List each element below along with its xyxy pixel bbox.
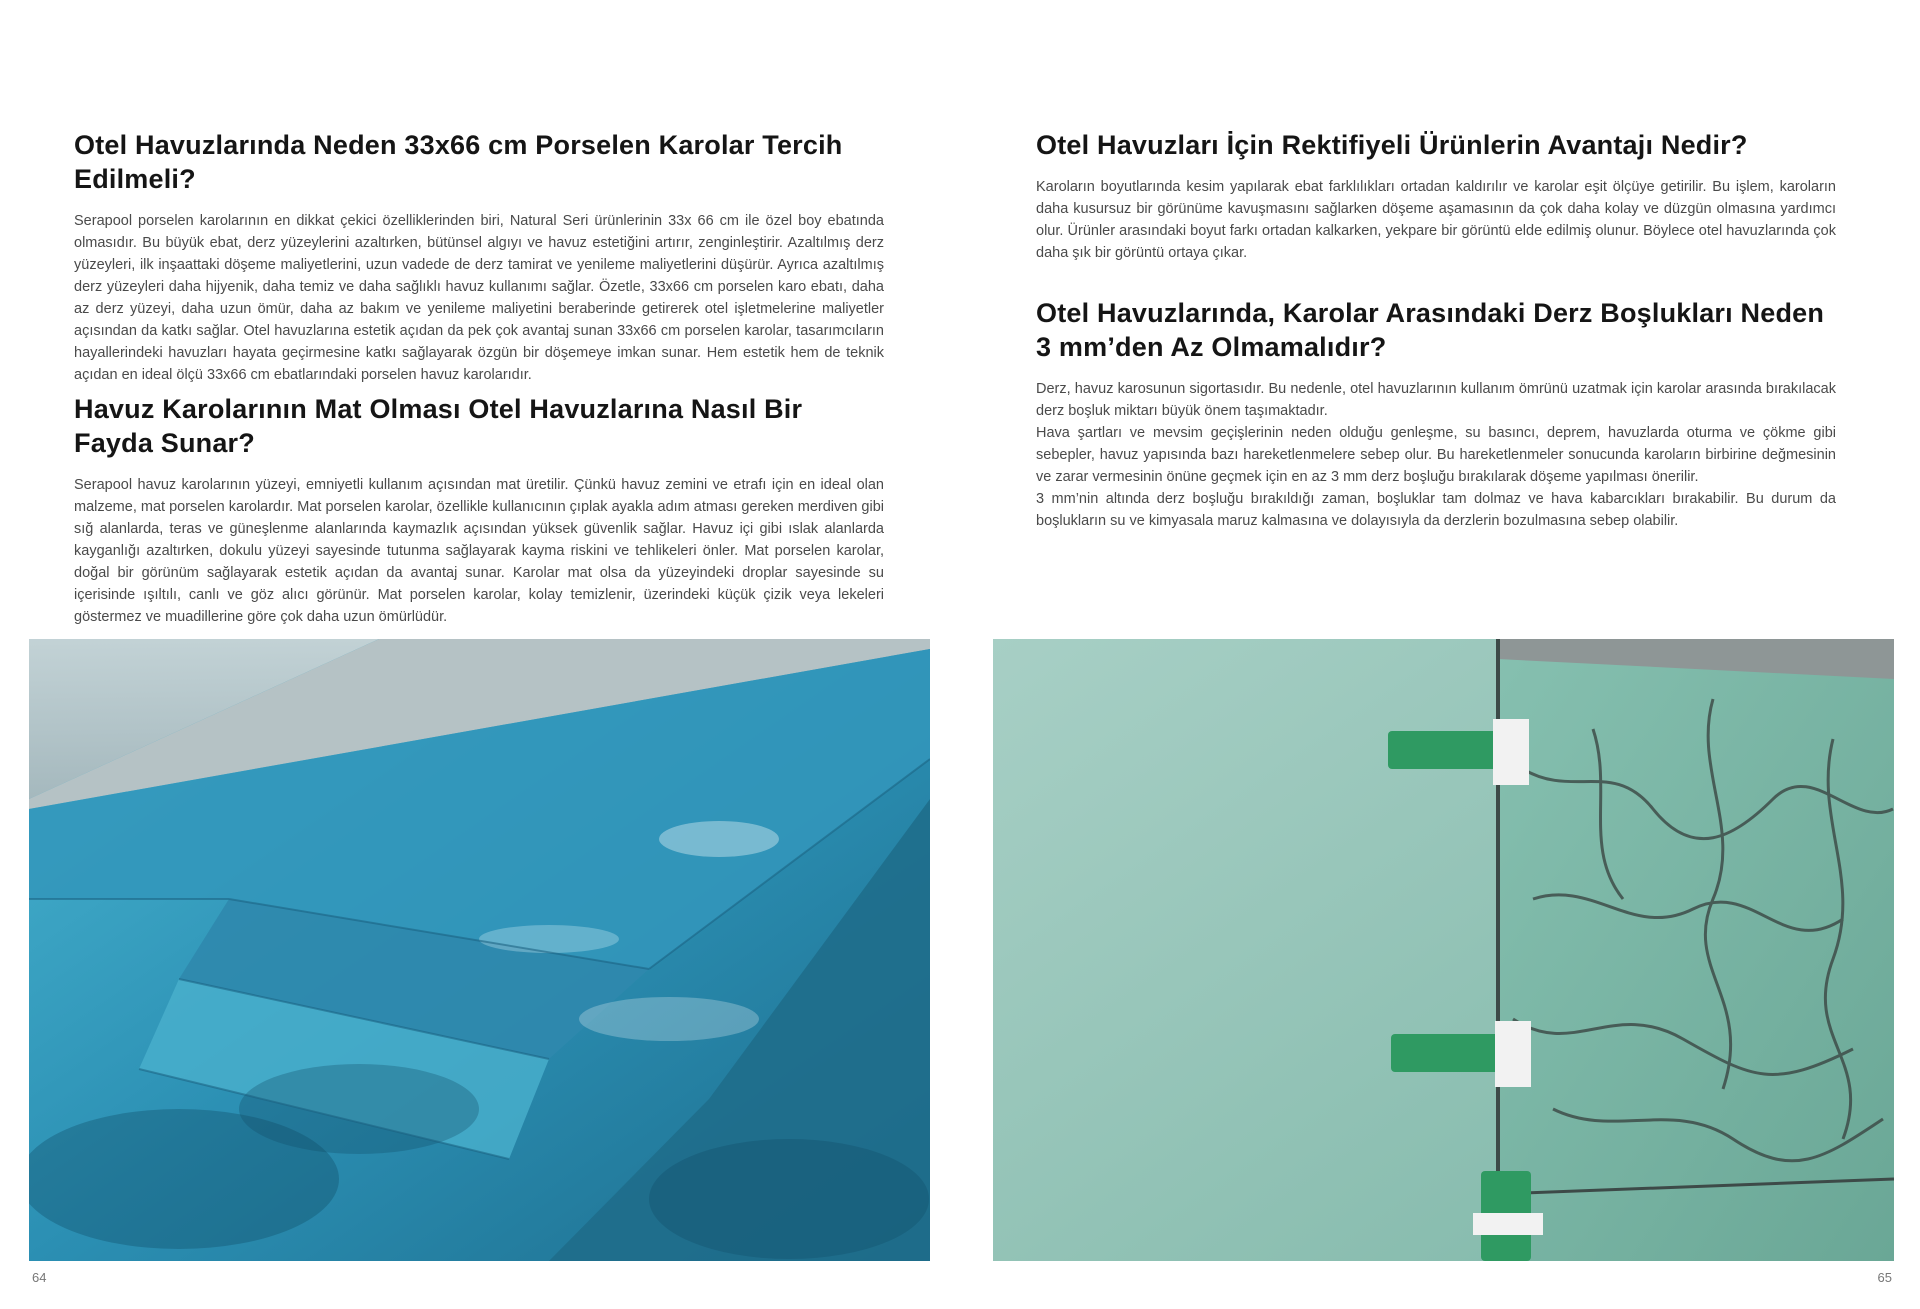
page-number: 65 <box>1877 1270 1892 1285</box>
tile-spacer-photo <box>993 639 1894 1261</box>
section-body: Serapool porselen karolarının en dikkat çekici özelliklerinden biri, Natural Seri ürünlerinin 33x 66 cm ile özel boy ebatında olmasıdır. Bu büyük ebat, derz yüzeylerini azaltırken, bütünsel algıyı ve havuz estetiğini artırır, zenginleştirir. Azaltılmış derz yüzeyleri, ilk inşaattaki döşeme maliyetlerini, uzun vadede de derz tamirat ve yenileme maliyetlerini düşürür. Ayrıca azaltılmış derz yüzeyleri daha hijyenik, daha temiz ve daha sağlıklı havuz kullanımı sağlar. Özetle, 33x66 cm porselen karo ebatı, daha az derz yüzeyi, daha uzun ömür, daha az bakım ve yenileme maliyetini beraberinde getirerek otel işletmelerine maliyetler açısından da katkı sağlar. Otel havuzlarına estetik açıdan da pek çok avantaj sunan 33x66 cm porselen karolar, tasarımcıların hayallerindeki havuzları hayata geçirmesine katkı sağlayarak özgün bir döşemeye imkan sunar. Hem estetik hem de teknik açıdan en ideal ölçü 33x66 cm ebatlarındaki porselen havuz karolarıdır. <box>74 213 884 383</box>
section-body: Karoların boyutlarında kesim yapılarak ebat farklılıkları ortadan kaldırılır ve karolar eşit ölçüye getirilir. Bu işlem, karoların daha kusursuz bir görünüme kavuşmasını sağlarken döşeme aşamasının da çok daha kolay ve düzgün olmasına yardımcı olur. Ürünler arasındaki boyut farkı ortadan kalkarken, yekpare bir görüntü elde edilmiş olunur. Böylece otel havuzlarında çok daha şık bir görüntü ortaya çıkar. <box>1036 179 1836 261</box>
section-body <box>1036 378 1836 532</box>
right-page <box>960 0 1920 1309</box>
body-line: Hava şartları ve mevsim geçişlerinin neden olduğu genleşme, su basıncı, deprem, havuzlarda oturma ve çökme gibi sebepler, havuz yapısında bazı hareketlenmelere sebep olur. Bu hareketlenmeler sonucunda karoların birbirine değmesinin ve zarar vermesinin önüne geçmek için en az 3 mm derz boşluğu bırakılarak döşeme yapılması önerilir. <box>1036 425 1836 485</box>
tile-spacer-image <box>993 639 1894 1261</box>
section-heading: Otel Havuzları İçin Rektifiyeli Ürünlerin Avantajı Nedir? <box>1036 130 1748 160</box>
body-line: Derz, havuz karosunun sigortasıdır. Bu nedenle, otel havuzlarının kullanım ömrünü uzatmak için karolar arasında bırakılacak derz boşluk miktarı büyük önem taşımaktadır. <box>1036 381 1836 419</box>
pool-steps-photo <box>29 639 930 1261</box>
pool-steps-image <box>29 639 930 1261</box>
left-section-2 <box>74 392 884 628</box>
left-section-1 <box>74 128 884 386</box>
body-line: 3 mm’nin altında derz boşluğu bırakıldığı zaman, boşluklar tam dolmaz ve hava kabarcıkları bırakabilir. Bu durum da boşlukların su ve kimyasala maruz kalmasına ve dolayısıyla da derzlerin bozulmasına sebep olabilir. <box>1036 491 1836 529</box>
section-heading: Otel Havuzlarında, Karolar Arasındaki Derz Boşlukları Neden 3 mm’den Az Olmamalıdır? <box>1036 298 1825 362</box>
page-number: 64 <box>32 1270 47 1285</box>
section-body: Serapool havuz karolarının yüzeyi, emniyetli kullanım açısından mat üretilir. Çünkü havuz zemini ve etrafı için en ideal olan malzeme, mat porselen karolardır. Mat porselen karolar, özellikle kullanıcının çıplak ayakla adım atması gereken merdiven gibi sığ alanlarda, teras ve güneşlenme alanlarında kaymazlık açısından yüksek güvenlik sağlar. Havuz içi gibi ıslak alanlarda kayganlığı azaltırken, dokulu yüzeyi sayesinde tutunma sağlayarak kayma riskini ve tehlikeleri önler. Mat porselen karolar, doğal bir görünüm sağlayarak estetik açıdan da avantaj sunar. Karolar mat olsa da yüzeyindeki droplar sayesinde su içerisinde ışıltılı, canlı ve göz alıcı görünür. Mat porselen karolar, kolay temizlenir, üzerindeki küçük çizik veya lekeleri göstermez ve muadillerine göre çok daha uzun ömürlüdür. <box>74 477 884 625</box>
section-heading: Otel Havuzlarında Neden 33x66 cm Porselen Karolar Tercih Edilmeli? <box>74 130 843 194</box>
section-heading: Havuz Karolarının Mat Olması Otel Havuzlarına Nasıl Bir Fayda Sunar? <box>74 394 803 458</box>
right-section-1 <box>1036 128 1836 264</box>
right-section-2 <box>1036 296 1836 532</box>
